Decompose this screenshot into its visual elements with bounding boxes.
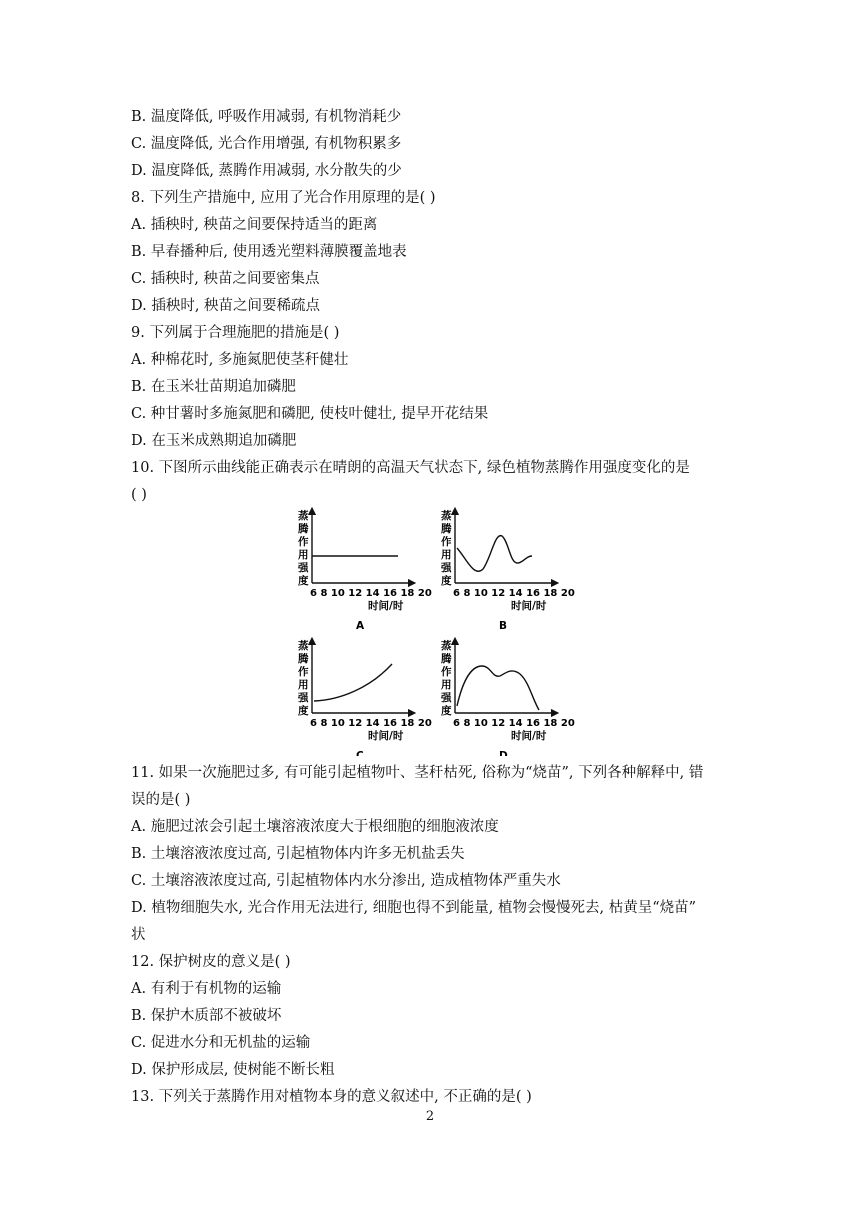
question-9: 9. 下列属于合理施肥的措施是( ) [131,325,340,341]
question-10: 10. 下图所示曲线能正确表示在晴朗的高温天气状态下, 绿色植物蒸腾作用强度变化的是 [131,460,690,476]
svg-text:腾: 腾 [298,653,309,665]
graph-d-curve [457,666,539,710]
svg-text:强: 强 [441,692,452,704]
svg-text:蒸: 蒸 [441,510,452,522]
option-11b: B. 土壤溶液浓度过高, 引起植物体内许多无机盐丢失 [131,846,465,862]
graph-b [440,509,575,632]
transpiration-graphs [280,506,580,756]
option-8d: D. 插秧时, 秧苗之间要稀疏点 [131,298,321,314]
svg-text:蒸: 蒸 [298,640,309,652]
option-9d: D. 在玉米成熟期追加磷肥 [131,433,297,449]
option-11c: C. 土壤溶液浓度过高, 引起植物体内水分渗出, 造成植物体严重失水 [131,873,561,889]
graph-d-letter: D [499,750,508,756]
graph-d-ylabel [440,639,452,717]
svg-text:强: 强 [441,562,452,574]
graph-c-xlabel: 时间/时 [368,730,404,742]
svg-text:度: 度 [298,575,309,587]
svg-text:腾: 腾 [298,523,309,535]
question-13: 13. 下列关于蒸腾作用对植物本身的意义叙述中, 不正确的是( ) [131,1089,532,1105]
option-12a: A. 有利于有机物的运输 [131,981,282,997]
graph-a [297,509,432,632]
graph-c-letter: C [356,750,364,756]
option-8a: A. 插秧时, 秧苗之间要保持适当的距离 [131,217,378,233]
question-10-blank: ( ) [131,487,147,503]
svg-text:蒸: 蒸 [298,510,309,522]
svg-text:强: 强 [298,692,309,704]
graph-b-curve [457,536,532,572]
option-9b: B. 在玉米壮苗期追加磷肥 [131,379,296,395]
svg-text:作: 作 [298,666,309,678]
question-11-cont: 误的是( ) [131,792,191,808]
graph-b-letter: B [499,620,508,632]
graph-c-ylabel [297,639,309,717]
svg-text:作: 作 [298,536,309,548]
graph-d [440,639,575,756]
option-12d: D. 保护形成层, 使树能不断长粗 [131,1062,335,1078]
option-9c: C. 种甘薯时多施氮肥和磷肥, 使枝叶健壮, 提早开花结果 [131,406,489,422]
graph-d-xlabel: 时间/时 [511,730,547,742]
option-11a: A. 施肥过浓会引起土壤溶液浓度大于根细胞的细胞液浓度 [131,819,499,835]
graph-a-letter: A [356,620,365,632]
option-7d: D. 温度降低, 蒸腾作用减弱, 水分散失的少 [131,163,402,179]
svg-text:度: 度 [298,705,309,717]
graph-a-ylabel [297,509,309,587]
graph-b-xticks: 6 8 10 12 14 16 18 20 [453,588,575,599]
graph-b-xlabel: 时间/时 [511,600,547,612]
svg-text:用: 用 [298,549,309,561]
graphs-svg [280,506,580,756]
option-8b: B. 早春播种后, 使用透光塑料薄膜覆盖地表 [131,244,407,260]
option-7b: B. 温度降低, 呼吸作用减弱, 有机物消耗少 [131,109,402,125]
page-number: 2 [425,1109,435,1124]
graph-d-xticks: 6 8 10 12 14 16 18 20 [453,718,575,729]
graph-c-xticks: 6 8 10 12 14 16 18 20 [310,718,432,729]
graph-b-ylabel [440,509,452,587]
option-11d: D. 植物细胞失水, 光合作用无法进行, 细胞也得不到能量, 植物会慢慢死去, 枯黄呈“烧苗” [131,900,697,916]
option-12c: C. 促进水分和无机盐的运输 [131,1035,311,1051]
svg-text:用: 用 [441,679,452,691]
graph-c [297,639,432,756]
option-12b: B. 保护木质部不被破坏 [131,1008,282,1024]
svg-text:用: 用 [298,679,309,691]
question-11: 11. 如果一次施肥过多, 有可能引起植物叶、茎秆枯死, 俗称为“烧苗”, 下列各种解释中, 错 [131,765,704,781]
svg-text:作: 作 [441,536,452,548]
option-11d-cont: 状 [131,927,146,943]
graph-a-xlabel: 时间/时 [368,600,404,612]
graph-c-curve [314,664,392,701]
graph-a-xticks: 6 8 10 12 14 16 18 20 [310,588,432,599]
svg-text:腾: 腾 [441,523,452,535]
svg-text:腾: 腾 [441,653,452,665]
option-9a: A. 种棉花时, 多施氮肥使茎秆健壮 [131,352,349,368]
svg-text:度: 度 [441,705,452,717]
svg-text:强: 强 [298,562,309,574]
svg-text:度: 度 [441,575,452,587]
question-8: 8. 下列生产措施中, 应用了光合作用原理的是( ) [131,190,436,206]
svg-text:用: 用 [441,549,452,561]
option-7c: C. 温度降低, 光合作用增强, 有机物积累多 [131,136,402,152]
question-12: 12. 保护树皮的意义是( ) [131,954,291,970]
option-8c: C. 插秧时, 秧苗之间要密集点 [131,271,320,287]
svg-text:作: 作 [441,666,452,678]
svg-text:蒸: 蒸 [441,640,452,652]
